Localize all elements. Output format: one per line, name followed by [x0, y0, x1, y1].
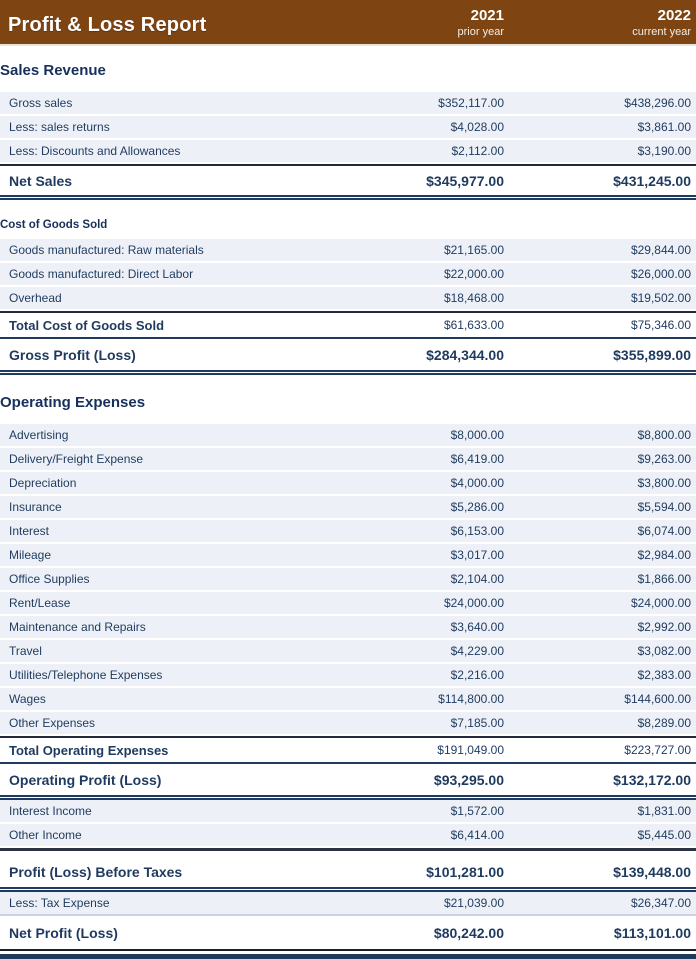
row-value-2021: $4,028.00	[450, 120, 504, 134]
row-label: Less: Tax Expense	[9, 896, 110, 910]
row-label: Other Income	[9, 828, 82, 842]
row-value-2022: $75,346.00	[630, 318, 691, 332]
row-value-2021: $4,229.00	[450, 644, 504, 658]
section-spacer	[0, 200, 696, 215]
row-value-2022: $8,800.00	[637, 428, 691, 442]
column-header-prior-year	[320, 7, 510, 44]
row-value-2021: $24,000.00	[443, 596, 504, 610]
row-label: Profit (Loss) Before Taxes	[9, 863, 183, 880]
row-label: Depreciation	[9, 476, 77, 490]
report-header-bar	[0, 0, 696, 46]
row-value-2022: $2,383.00	[637, 668, 691, 682]
row-value-2021: $6,419.00	[450, 452, 504, 466]
row-value-2022: $26,000.00	[630, 267, 691, 281]
table-row	[0, 544, 696, 568]
row-value-2022: $2,992.00	[637, 620, 691, 634]
row-value-2021: $21,039.00	[443, 896, 504, 910]
total-row	[0, 916, 696, 949]
section-spacer	[0, 375, 696, 390]
row-label: Office Supplies	[9, 572, 90, 586]
row-value-2022: $9,263.00	[637, 452, 691, 466]
section-heading: Operating Expenses	[0, 394, 146, 411]
column-subtitle-prior-year: prior year	[457, 26, 504, 38]
total-row	[0, 164, 696, 200]
row-value-2021: $114,800.00	[438, 692, 504, 706]
column-year-2022: 2022	[657, 7, 691, 24]
column-subtitle-current-year: current year	[632, 26, 691, 38]
row-value-2022: $431,245.00	[613, 172, 691, 189]
row-label: Gross Profit (Loss)	[9, 346, 136, 363]
table-row	[0, 712, 696, 736]
row-label: Total Operating Expenses	[9, 742, 169, 758]
row-value-2021: $8,000.00	[450, 428, 504, 442]
row-value-2021: $21,165.00	[443, 243, 504, 257]
section-heading: Cost of Goods Sold	[0, 219, 108, 231]
row-value-2021: $1,572.00	[450, 804, 504, 818]
row-label: Travel	[9, 644, 42, 658]
row-value-2021: $352,117.00	[438, 96, 504, 110]
row-value-2021: $3,017.00	[450, 548, 504, 562]
table-row	[0, 472, 696, 496]
row-value-2021: $7,185.00	[450, 716, 504, 730]
row-label: Net Sales	[9, 172, 73, 189]
row-value-2021: $2,112.00	[451, 144, 504, 158]
row-label: Goods manufactured: Raw materials	[9, 243, 204, 257]
table-row	[0, 892, 696, 916]
row-value-2021: $6,153.00	[450, 524, 504, 538]
row-label: Utilities/Telephone Expenses	[9, 668, 163, 682]
row-label: Total Cost of Goods Sold	[9, 317, 165, 333]
column-year-2021: 2021	[470, 7, 504, 24]
row-value-2022: $144,600.00	[624, 692, 691, 706]
row-value-2022: $355,899.00	[613, 346, 691, 363]
table-row	[0, 800, 696, 824]
row-value-2021: $3,640.00	[450, 620, 504, 634]
row-value-2022: $26,347.00	[630, 896, 691, 910]
row-label: Insurance	[9, 500, 62, 514]
row-value-2022: $8,289.00	[637, 716, 691, 730]
row-value-2021: $18,468.00	[443, 291, 504, 305]
row-value-2022: $132,172.00	[613, 771, 691, 788]
row-value-2022: $19,502.00	[630, 291, 691, 305]
row-label: Delivery/Freight Expense	[9, 452, 144, 466]
row-label: Operating Profit (Loss)	[9, 771, 162, 788]
row-value-2022: $3,082.00	[637, 644, 691, 658]
table-row	[0, 592, 696, 616]
column-header-current-year	[510, 7, 696, 44]
row-label: Goods manufactured: Direct Labor	[9, 267, 194, 281]
total-row	[0, 764, 696, 800]
row-value-2021: $191,049.00	[437, 743, 504, 757]
row-label: Less: Discounts and Allowances	[9, 144, 181, 158]
row-value-2022: $1,866.00	[637, 572, 691, 586]
row-value-2021: $2,104.00	[450, 572, 504, 586]
row-value-2021: $61,633.00	[443, 318, 504, 332]
table-row	[0, 520, 696, 544]
row-value-2022: $5,445.00	[637, 828, 691, 842]
table-row	[0, 140, 696, 164]
row-label: Overhead	[9, 291, 62, 305]
table-row	[0, 92, 696, 116]
row-label: Maintenance and Repairs	[9, 620, 146, 634]
row-value-2022: $1,831.00	[637, 804, 691, 818]
table-row	[0, 824, 696, 848]
table-row	[0, 116, 696, 140]
total-row	[0, 856, 696, 892]
row-value-2022: $2,984.00	[637, 548, 691, 562]
row-label: Advertising	[9, 428, 69, 442]
table-row	[0, 616, 696, 640]
row-value-2021: $22,000.00	[443, 267, 504, 281]
row-label: Less: sales returns	[9, 120, 110, 134]
row-value-2021: $6,414.00	[450, 828, 504, 842]
table-row	[0, 568, 696, 592]
row-value-2022: $3,800.00	[637, 476, 691, 490]
row-label: Rent/Lease	[9, 596, 71, 610]
table-row	[0, 424, 696, 448]
row-value-2021: $4,000.00	[450, 476, 504, 490]
row-value-2021: $80,242.00	[433, 924, 504, 941]
divider-rule	[0, 848, 696, 851]
row-value-2022: $139,448.00	[613, 863, 691, 880]
row-value-2022: $24,000.00	[630, 596, 691, 610]
row-value-2021: $101,281.00	[426, 863, 504, 880]
row-value-2021: $5,286.00	[450, 500, 504, 514]
row-value-2021: $345,977.00	[426, 172, 504, 189]
table-row	[0, 640, 696, 664]
table-row	[0, 239, 696, 263]
table-row	[0, 688, 696, 712]
table-row	[0, 496, 696, 520]
table-row	[0, 287, 696, 311]
row-value-2022: $438,296.00	[624, 96, 691, 110]
row-label: Interest	[9, 524, 50, 538]
row-label: Other Expenses	[9, 716, 96, 730]
row-value-2022: $29,844.00	[630, 243, 691, 257]
subtotal-row	[0, 736, 696, 764]
page-title: Profit & Loss Report	[8, 14, 207, 36]
table-row	[0, 448, 696, 472]
row-label: Mileage	[9, 548, 52, 562]
subtotal-row	[0, 311, 696, 339]
table-row	[0, 664, 696, 688]
table-row	[0, 263, 696, 287]
row-value-2021: $284,344.00	[426, 346, 504, 363]
section-heading: Sales Revenue	[0, 62, 106, 79]
row-value-2022: $3,861.00	[637, 120, 691, 134]
row-value-2022: $113,101.00	[613, 924, 691, 941]
report-bottom-border	[0, 949, 696, 959]
row-value-2022: $6,074.00	[637, 524, 691, 538]
row-label: Net Profit (Loss)	[9, 924, 118, 941]
row-label: Interest Income	[9, 804, 92, 818]
row-label: Gross sales	[9, 96, 73, 110]
row-value-2022: $223,727.00	[624, 743, 691, 757]
total-row	[0, 339, 696, 375]
row-value-2022: $3,190.00	[637, 144, 691, 158]
row-label: Wages	[9, 692, 46, 706]
row-value-2021: $2,216.00	[450, 668, 504, 682]
profit-loss-report	[0, 46, 696, 959]
row-value-2022: $5,594.00	[637, 500, 691, 514]
row-value-2021: $93,295.00	[433, 771, 504, 788]
